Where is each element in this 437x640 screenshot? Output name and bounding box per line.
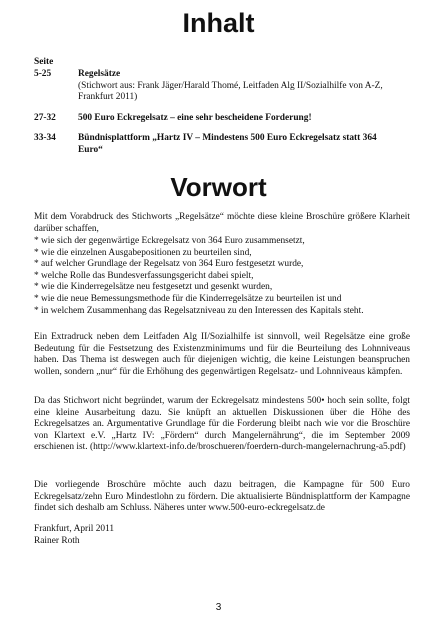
bullet-star-icon: * [34, 259, 39, 270]
signature-place-date: Frankfurt, April 2011 [34, 524, 115, 534]
vorwort-heading: Vorwort [170, 172, 267, 202]
toc-entry-title: 500 Euro Eckregelsatz – eine sehr bescheidene Forderung! [78, 113, 312, 123]
vorwort-intro: Mit dem Vorabdruck des Stichworts „Regelsätze“ möchte diese kleine Broschüre größere Klarheit darüber schaffen, [34, 212, 410, 234]
bullet-star-icon: * [34, 282, 39, 293]
bullet-star-icon: * [34, 305, 39, 316]
list-item: * wie die neue Bemessungsmethode für die Kinderregelsätze zu beurteilen ist und [34, 293, 342, 304]
list-item: * in welchem Zusammenhang das Regelsatzniveau zu den Interessen des Kapitals steht. [34, 305, 364, 316]
list-item: * wie die einzelnen Ausgabepositionen zu beurteilen sind, [34, 247, 252, 258]
toc-heading: Inhalt [182, 8, 255, 38]
page-number: 3 [215, 602, 222, 613]
vorwort-paragraph-4: Die vorliegende Broschüre möchte auch dazu beitragen, die Kampagne für 500 Euro Eckregelsatz/zehn Euro Mindestlohn zu fördern. Die aktualisierte Bündnisplattform der Kampagne findet sich deshalb am Schluss. Näheres unter www.500-euro-eckregelsatz.de [34, 480, 410, 514]
toc-entry-pages: 27-32 [34, 113, 56, 123]
list-item: * welche Rolle das Bundesverfassungsgericht dabei spielt, [34, 270, 254, 281]
bullet-star-icon: * [34, 236, 39, 246]
vorwort-bullet-list [34, 236, 410, 317]
toc-entry-pages: 33-34 [34, 133, 56, 143]
list-item: * auf welcher Grundlage der Regelsatz von 364 Euro festgesetzt wurde, [34, 259, 304, 270]
vorwort-paragraph-2: Ein Extradruck neben dem Leitfaden Alg II/Sozialhilfe ist sinnvoll, weil Regelsätze eine große Bedeutung für die Festsetzung des Existenzminimums und für die Beurteilung des Lohnniveaus haben. Das Thema ist deswegen auch für diejenigen wichtig, die keine Leistungen beanspruchen wollen, sondern „nur“ für die Erhöhung des gegenwärtigen Regelsatz- und Lohnniveaus kämpfen. [34, 332, 410, 377]
bullet-star-icon: * [34, 293, 39, 304]
toc-seite-label: Seite [34, 57, 54, 67]
bullet-star-icon: * [34, 247, 39, 258]
toc-entry-title: Regelsätze [78, 69, 121, 79]
toc-entry-pages: 5-25 [34, 69, 52, 79]
vorwort-paragraph-3: Da das Stichwort nicht begründet, warum der Eckregelsatz mindestens 500• hoch sein sollte, folgt eine kleine Ausarbeitung dazu. Sie knüpft an aktuellen Diskussionen über die Höhe des Eckregelsatzes an. Argumentative Grundlage für die Forderung bleibt nach wie vor die Broschüre von Klartext e.V. „Hartz IV: „Fördern“ durch Mangelernährung“, die im September 2009 erschienen ist. (http://www.klartext-info.de/broschueren/foerdern-durch-mangelernachrung-a5.pdf) [34, 396, 410, 453]
list-item: * wie sich der gegenwärtige Eckregelsatz von 364 Euro zusammensetzt, [34, 236, 305, 246]
bullet-star-icon: * [34, 270, 39, 281]
toc-entry-title: Bündnisplattform „Hartz IV – Mindestens 500 Euro Eckregelsatz statt 364 Euro“ [78, 133, 377, 155]
signature-author: Rainer Roth [34, 536, 80, 546]
toc-entry-subtitle: (Stichwort aus: Frank Jäger/Harald Thomé, Leitfaden Alg II/Sozialhilfe von A-Z, Frankfurt 2011) [78, 80, 383, 103]
list-item: * wie die Kinderregelsätze neu festgesetzt und gesenkt wurden, [34, 282, 273, 293]
